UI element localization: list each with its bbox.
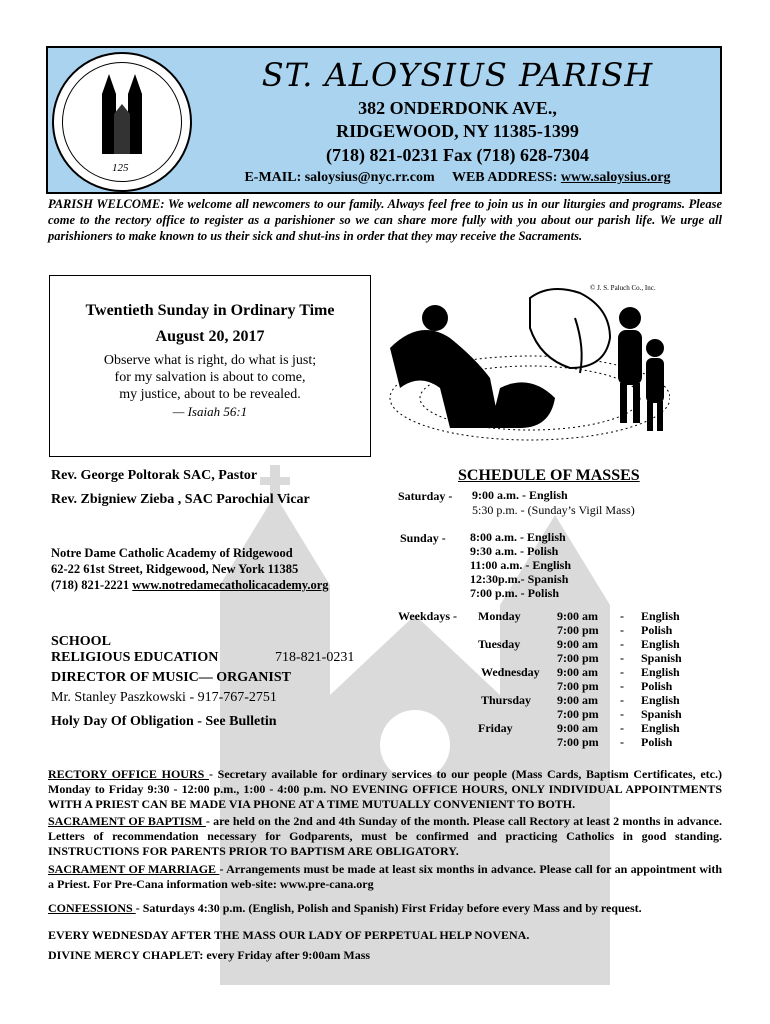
rectory-hours xyxy=(48,767,722,812)
saturday-label: Saturday - xyxy=(398,489,453,503)
saturday-mass: 5:30 p.m. - (Sunday’s Vigil Mass) xyxy=(472,503,635,517)
quote-cite: — Isaiah 56:1 xyxy=(172,404,248,419)
weekday-dash: - xyxy=(620,623,624,637)
school-phone: (718) 821-2221 xyxy=(51,578,133,592)
weekday-time: 9:00 am xyxy=(557,693,598,707)
pastor-name: Rev. George Poltorak SAC, Pastor xyxy=(51,468,258,483)
sunday-mass: 12:30p.m.- Spanish xyxy=(470,572,569,586)
sunday-title: Twentieth Sunday in Ordinary Time xyxy=(85,302,335,319)
gospel-illustration xyxy=(380,278,670,448)
scripture-quote xyxy=(50,352,370,420)
web-link[interactable]: www.saloysius.org xyxy=(560,170,671,185)
religious-ed-phone: 718-821-0231 xyxy=(275,650,355,665)
school-address: 62-22 61st Street, Ridgewood, New York 11385 xyxy=(51,562,299,576)
school-block xyxy=(51,545,329,593)
weekday-time: 7:00 pm xyxy=(557,679,599,693)
sunday-date: August 20, 2017 xyxy=(155,328,265,345)
baptism-heading: SACRAMENT OF BAPTISM xyxy=(48,814,206,828)
phone-fax: (718) 821-0231 Fax (718) 628-7304 xyxy=(326,145,589,165)
weekday: Thursday xyxy=(481,693,532,707)
weekday-dash: - xyxy=(620,651,624,665)
school-contact xyxy=(51,577,329,593)
weekday-dash: - xyxy=(620,721,624,735)
weekday-language: Polish xyxy=(641,735,673,749)
weekday: Tuesday xyxy=(478,637,521,651)
parish-seal xyxy=(52,52,192,192)
sunday-mass: 9:30 a.m. - Polish xyxy=(470,544,559,558)
weekday-time: 9:00 am xyxy=(557,721,598,735)
marriage-heading: SACRAMENT OF MARRIAGE xyxy=(48,862,220,876)
weekday-dash: - xyxy=(620,679,624,693)
novena-note: EVERY WEDNESDAY AFTER THE MASS OUR LADY OF PERPETUAL HELP NOVENA. xyxy=(48,928,530,942)
weekday-language: English xyxy=(641,721,680,735)
weekday-dash: - xyxy=(620,735,624,749)
school-name: Notre Dame Catholic Academy of Ridgewood xyxy=(51,546,293,560)
weekday-time: 7:00 pm xyxy=(557,623,599,637)
address-line-1: 382 ONDERDONK AVE., xyxy=(358,98,557,118)
weekday-language: English xyxy=(641,665,680,679)
holy-day-note: Holy Day Of Obligation - See Bulletin xyxy=(51,714,277,729)
weekday-language: Spanish xyxy=(641,651,682,665)
quote-line: for my salvation is about to come, xyxy=(114,370,306,385)
marriage-info xyxy=(48,862,722,892)
rectory-text: - Secretary available for ordinary services to our people (Mass Cards, Baptism Certificates, etc.) Monday to Friday 9:30 - 12:00 p.m., 1:00 - 4:00 p.m. NO EVENING OFFICE HOURS, ONLY INDIVIDUAL APPOINTMENTS WITH A PRIEST CAN BE MADE VIA PHONE AT A TIME MUTUALLY CONVENIENT TO BOTH. xyxy=(48,767,722,811)
confessions-text: - Saturdays 4:30 p.m. (English, Polish and Spanish) First Friday before every Mass and by request. xyxy=(135,901,642,915)
parish-welcome: PARISH WELCOME: We welcome all newcomers to our family. Always feel free to join us in our liturgies and programs. Please come to the rectory office to register as a parishioner so we can share more fully with you about our parish life. We urge all parishioners to make known to us their sick and shut-ins in order that they may receive the Sacraments. xyxy=(48,197,722,243)
weekday-dash: - xyxy=(620,609,624,623)
baptism-info xyxy=(48,814,722,859)
email-label: E-MAIL: saloysius@nyc.rr.com xyxy=(244,170,435,185)
music-director-title: DIRECTOR OF MUSIC— ORGANIST xyxy=(51,670,291,685)
confessions-info xyxy=(48,901,722,916)
sunday-box xyxy=(49,275,371,457)
school-web-link[interactable]: www.notredamecatholicacademy.org xyxy=(132,578,329,592)
weekday-time: 9:00 am xyxy=(557,665,598,679)
vicar-name: Rev. Zbigniew Zieba , SAC Parochial Vicar xyxy=(51,492,310,507)
weekday-time: 9:00 am xyxy=(557,637,598,651)
weekday-language: Polish xyxy=(641,679,673,693)
weekday-time: 7:00 pm xyxy=(557,735,599,749)
marriage-text: - Arrangements must be made at least six months in advance. Please call for an appointment with a Priest. For Pre-Cana information web-site: www.pre-cana.org xyxy=(48,862,723,891)
weekday-time: 7:00 pm xyxy=(557,651,599,665)
confessions-heading: CONFESSIONS xyxy=(48,901,136,915)
music-director-name: Mr. Stanley Paszkowski - 917-767-2751 xyxy=(51,690,277,705)
weekday: Monday xyxy=(478,609,521,623)
quote-line: my justice, about to be revealed. xyxy=(119,387,301,402)
saturday-mass: 9:00 a.m. - English xyxy=(472,488,568,502)
weekday-dash: - xyxy=(620,707,624,721)
sunday-mass: 11:00 a.m. - English xyxy=(470,558,572,572)
quote-line: Observe what is right, do what is just; xyxy=(103,353,317,368)
weekday-dash: - xyxy=(620,693,624,707)
art-credit: © J. S. Paluch Co., Inc. xyxy=(590,284,656,292)
rectory-heading: RECTORY OFFICE HOURS xyxy=(48,767,209,781)
weekday-language: English xyxy=(641,693,680,707)
seal-years: 125 xyxy=(112,162,129,174)
weekday-language: Polish xyxy=(641,623,673,637)
weekday-language: Spanish xyxy=(641,707,682,721)
school-label: SCHOOL xyxy=(51,634,111,649)
weekday: Friday xyxy=(478,721,513,735)
weekday-language: English xyxy=(641,609,680,623)
religious-ed-label: RELIGIOUS EDUCATION xyxy=(51,650,219,665)
address-line-2: RIDGEWOOD, NY 11385-1399 xyxy=(336,121,579,141)
weekday-dash: - xyxy=(620,637,624,651)
parish-title: ST. ALOYSIUS PARISH xyxy=(261,56,654,94)
weekday-language: English xyxy=(641,637,680,651)
sunday-label: Sunday - xyxy=(400,531,446,545)
baptism-text: - are held on the 2nd and 4th Sunday of the month. Please call Rectory at least 2 months in advance. Letters of recommendation necessary for Godparents, must be confirmed and practicing Catholics in good standing. INSTRUCTIONS FOR PARENTS PRIOR TO BAPTISM ARE OBLIGATORY. xyxy=(48,814,723,858)
sunday-mass: 7:00 p.m. - Polish xyxy=(470,586,560,600)
web-label: WEB ADDRESS: xyxy=(451,170,561,185)
contact-line xyxy=(195,170,720,186)
schedule-title: SCHEDULE OF MASSES xyxy=(458,467,640,484)
weekday: Wednesday xyxy=(481,665,540,679)
weekdays-label: Weekdays - xyxy=(398,609,458,623)
chaplet-note: DIVINE MERCY CHAPLET: every Friday after 9:00am Mass xyxy=(48,948,371,962)
weekday-time: 9:00 am xyxy=(557,609,598,623)
weekday-time: 7:00 pm xyxy=(557,707,599,721)
weekday-dash: - xyxy=(620,665,624,679)
sunday-mass: 8:00 a.m. - English xyxy=(470,530,566,544)
